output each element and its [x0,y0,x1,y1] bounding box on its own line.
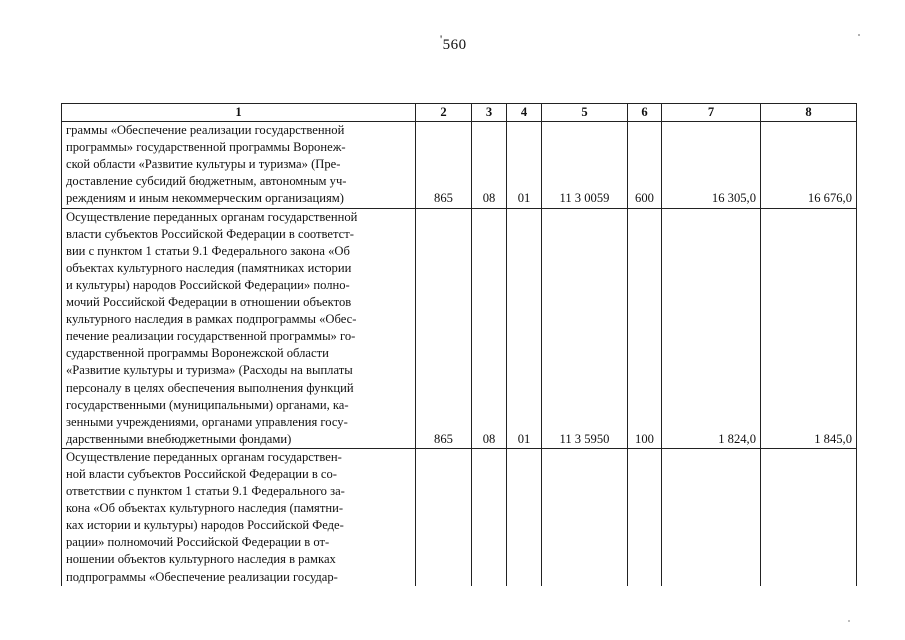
cell-amount: 1 845,0 [761,208,857,448]
column-header: 3 [472,104,507,122]
row-description: Осуществление переданных органам государственной власти субъектов Российской Федерации в соответст- вии с пунктом 1 статьи 9.1 Федерального закона «Об объектах культурного наследия (памятниках истории и культуры) народов Российской Федерации» полно- мочий Российской Федерации в отношении объектов культурного наследия в рамках подпрограммы «Обес- печение реализации государственной программы» го- сударственной программы Воронежской области «Развитие культуры и туризма» (Расходы на выплаты персоналу в целях обеспечения выполнения функций государственными (муниципальными) органами, ка- зенными учреждениями, органами управления госу- дарственными внебюджетными фондами) [62,208,416,448]
column-header: 2 [416,104,472,122]
cell-code [628,448,662,585]
cell-code: 865 [416,208,472,448]
cell-code [542,448,628,585]
cell-amount [761,448,857,585]
cell-code: 865 [416,122,472,208]
cell-code [416,448,472,585]
column-header: 6 [628,104,662,122]
cell-code: 08 [472,122,507,208]
cell-code: 01 [507,122,542,208]
table-row [62,208,857,448]
column-header: 4 [507,104,542,122]
cell-amount: 16 676,0 [761,122,857,208]
header-row [62,104,857,122]
cell-amount: 1 824,0 [662,208,761,448]
cell-code: 11 3 5950 [542,208,628,448]
scan-speck [858,34,860,36]
budget-table [61,103,857,586]
page-number [440,32,467,54]
cell-code [507,448,542,585]
column-header: 7 [662,104,761,122]
row-description: Осуществление переданных органам государствен- ной власти субъектов Российской Федерации в со- ответствии с пунктом 1 статьи 9.1 Федерального за- кона «Об объектах культурного наследия (памятни- ках истории и культуры) народов Российской Феде- рации» полномочий Российской Федерации в от- ношении объектов культурного наследия в рамках подпрограммы «Обеспечение реализации государ- [62,448,416,585]
cell-code: 100 [628,208,662,448]
page-number-mark: ' [440,32,443,46]
column-header: 1 [62,104,416,122]
cell-code: 08 [472,208,507,448]
table-row [62,122,857,208]
row-description: граммы «Обеспечение реализации государственной программы» государственной программы Воронеж- ской области «Развитие культуры и туризма» (Пре- доставление субсидий бюджетным, автономным уч- реждениям и иным некоммерческим организациям) [62,122,416,208]
cell-code [472,448,507,585]
cell-code: 01 [507,208,542,448]
cell-code: 11 3 0059 [542,122,628,208]
column-header: 5 [542,104,628,122]
cell-amount [662,448,761,585]
cell-amount: 16 305,0 [662,122,761,208]
column-header: 8 [761,104,857,122]
cell-code: 600 [628,122,662,208]
table-row [62,448,857,585]
page-number-value: 560 [442,37,467,53]
scan-speck [848,620,850,622]
